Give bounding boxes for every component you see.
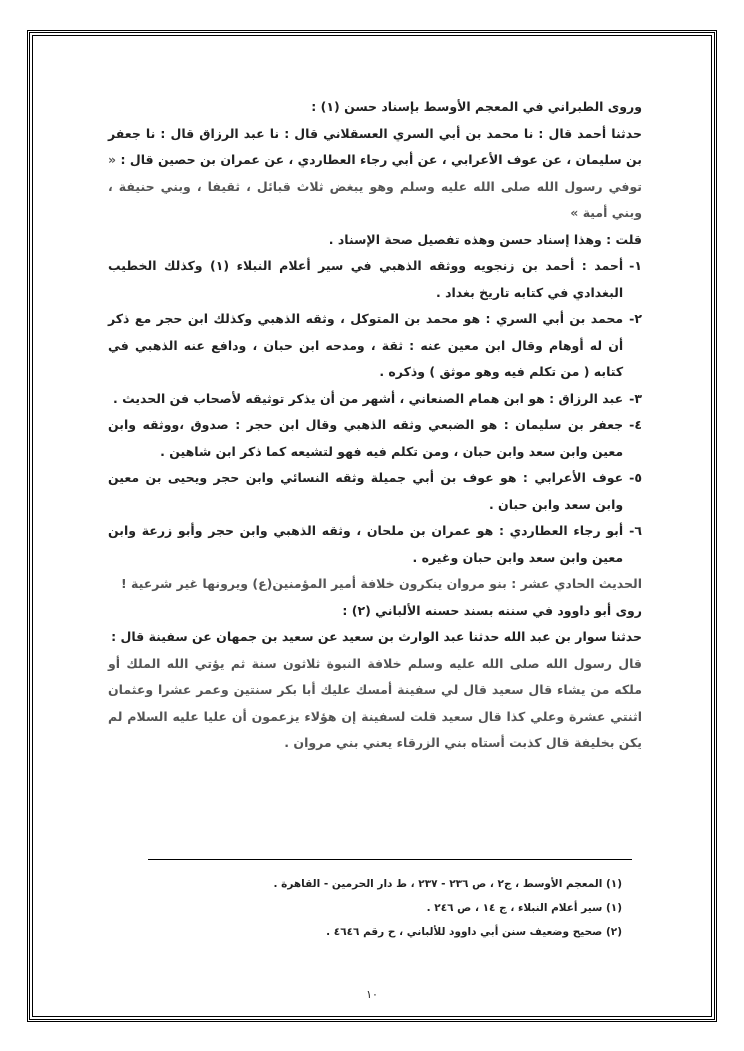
narration-text: قال رسول الله صلى الله عليه وسلم خلافة النبوة ثلاثون سنة ثم يؤتي الله الملك أو ملكه من يشاء قال سعيد قال لي سفينة أمسك عليك أبا بكر سنتين وعمر عشرا وعثمان اثنتي عشرة وعلي كذا قال سعيد قلت لسفينة إن هؤلاء يزعمون أن عليا عليه السلام لم يكن بخليفة قال كذبت أستاه بني الزرقاء يعني بني مروان . <box>108 655 642 750</box>
hadith-quote: « توفي رسول الله صلى الله عليه وسلم وهو يبغض ثلاث قبائل ، ثقيفا ، وبني حنيفة ، وبني أمية » <box>108 152 642 220</box>
list-item-text: أبو رجاء العطاردي : هو عمران بن ملحان ، وثقه الذهبي وابن حجر وأبو زرعة وابن معين وابن سعد وابن حبان وغيره . <box>108 523 624 565</box>
note-line: قلت : وهذا إسناد حسن وهذه تفصيل صحة الإسناد . <box>328 231 642 247</box>
list-item-text: جعفر بن سليمان : هو الضبعي وثقه الذهبي وقال ابن حجر : صدوق ،ووثقه وابن معين وابن سعد وابن حبان ، ومن تكلم فيه فهو لتشيعه كما ذكر ابن شاهين . <box>108 417 624 459</box>
list-item-number: ٢- <box>629 311 642 326</box>
main-text <box>108 94 642 757</box>
list-item-number: ٤- <box>629 417 642 432</box>
list-item-text: عبد الرزاق : هو ابن همام الصنعاني ، أشهر من أن يذكر توثيقه لأصحاب فن الحديث . <box>113 390 624 406</box>
footnotes <box>150 872 622 944</box>
isnad-text: حدثنا أحمد قال : نا محمد بن أبي السري العسقلاني قال : نا عبد الرزاق قال : نا جعفر بن سليمان ، عن عوف الأعرابي ، عن أبي رجاء العطاردي ، عن عمران بن حصين قال : <box>108 125 643 167</box>
narration-intro: روى أبو داوود في سننه بسند حسنه الألباني (٢) : <box>342 602 642 618</box>
list-item <box>108 253 642 306</box>
list-item <box>108 465 642 518</box>
list-item-text: أحمد : أحمد بن زنجويه ووثقه الذهبي في سير أعلام النبلاء (١) وكذلك الخطيب البغدادي في كتابه تاريخ بغداد . <box>108 258 624 300</box>
isnad-paragraph <box>108 121 642 227</box>
list-item-number: ٦- <box>629 523 642 538</box>
footnote: (٢) صحيح وضعيف سنن أبي داوود للألباني ، ح رقم ٤٦٤٦ . <box>326 926 622 938</box>
list-item <box>108 386 642 413</box>
list-item-number: ١- <box>629 258 642 273</box>
list-item <box>108 412 642 465</box>
list-item <box>108 518 642 571</box>
list-item-number: ٣- <box>629 390 642 406</box>
page-number: ١٠ <box>366 988 378 1001</box>
list-item <box>108 306 642 386</box>
footnote: (١) المعجم الأوسط ، ج٢ ، ص ٢٣٦ - ٢٣٧ ، ط دار الحرمين - القاهرة . <box>273 878 622 890</box>
footnote-divider <box>148 859 632 860</box>
list-item-text: عوف الأعرابي : هو عوف بن أبي جميلة وثقه النسائي وابن حجر ويحيى بن معين وابن سعد وابن حبان . <box>108 470 624 512</box>
section-title: الحديث الحادي عشر : بنو مروان ينكرون خلافة أمير المؤمنين(ع) ويرونها غير شرعية ! <box>120 576 642 591</box>
narration-isnad: حدثنا سوار بن عبد الله حدثنا عبد الوارث بن سعيد عن سعيد بن جمهان عن سفينة قال : <box>111 629 642 644</box>
footnote: (١) سير أعلام النبلاء ، ج ١٤ ، ص ٢٤٦ . <box>426 902 622 914</box>
list-item-text: محمد بن أبي السري : هو محمد بن المتوكل ، وثقه الذهبي وكذلك ابن حجر مع ذكر أن له أوهام وقال ابن معين عنه : ثقة ، ومدحه ابن حبان ، ودافع عنه الذهبي في كتابه ( من تكلم فيه وهو موثق ) وذكره . <box>108 311 624 379</box>
list-item-number: ٥- <box>629 470 642 485</box>
intro-line: وروى الطبراني في المعجم الأوسط بإسناد حسن (١) : <box>311 99 642 114</box>
